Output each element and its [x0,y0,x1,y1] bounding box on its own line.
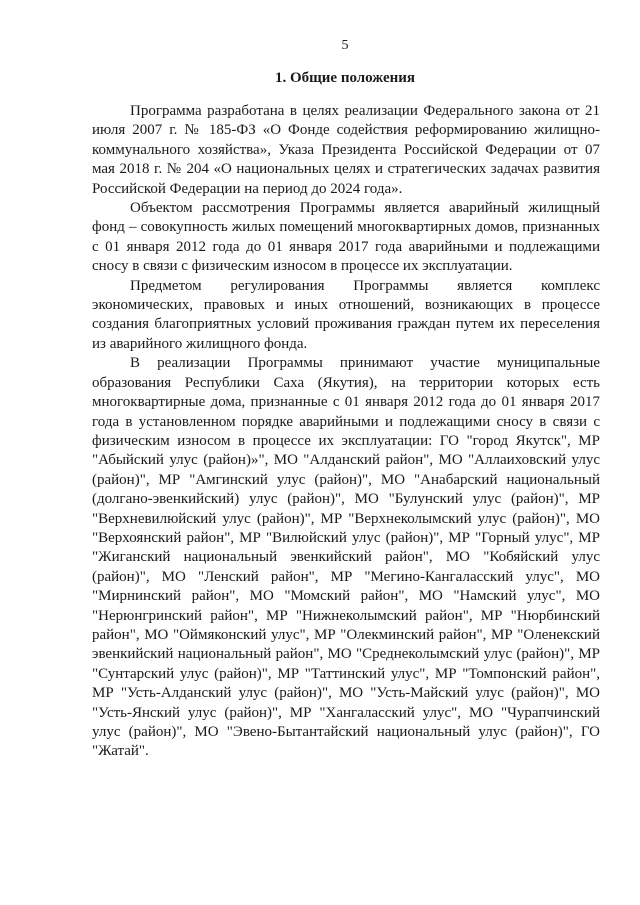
paragraph-purpose: Программа разработана в целях реализации Федерального закона от 21 июля 2007 г. № 185-ФЗ «О Фонде содействия реформированию жилищно-коммунального хозяйства», Указа Президента Российской Федерации от 07 мая 2018 г. № 204 «О национальных целях и стратегических задачах развития Российской Федерации на период до 2024 года». [92,103,600,197]
paragraph-subject: Предметом регулирования Программы является комплекс экономических, правовых и иных отношений, возникающих в процессе создания благоприятных условий проживания граждан путем их переселения из аварийного жилищного фонда. [92,277,600,352]
paragraph-object: Объектом рассмотрения Программы является аварийный жилищный фонд – совокупность жилых помещений многоквартирных домов, признанных с 01 января 2012 года до 01 января 2017 года аварийными и подлежащими сносу в связи с физическим износом в процессе их эксплуатации. [92,200,600,275]
section-title: 1. Общие положения [274,70,416,86]
body-text [92,102,600,762]
paragraph-participants: В реализации Программы принимают участие муниципальные образования Республики Саха (Якутия), на территории которых есть многоквартирные дома, признанные с 01 января 2012 года до 01 января 2017 года в установленном порядке аварийными и подлежащими сносу в связи с физическим износом в процессе их эксплуатации: ГО "город Якутск", МР "Абыйский улус (район)»", МО "Алданский район", МО "Аллаиховский улус (район)", МР "Амгинский улус (район)", МО "Анабарский национальный (долгано-эвенкийский) улус (район)", МО "Булунский улус (район)", МР "Верхневилюйский улус (район)", МР "Верхнеколымский улус (район)", МО "Верхоянский район", МР "Вилюйский улус (район)", МР "Горный улус", МР "Жиганский национальный эвенкийский район", МО "Кобяйский улус (район)", МО "Ленский район", МР "Мегино-Кангаласский улус", МО "Мирнинский район", МО "Момский район", МО "Намский улус", МО "Нерюнгринский район", МР "Нижнеколымский район", МР "Нюрбинский район", МО "Оймяконский улус", МР "Олекминский район", МР "Оленекский эвенкийский национальный район", МО "Среднеколымский улус (район)", МР "Сунтарский улус (район)", МР "Таттинский улус", МР "Томпонский район", МР "Усть-Алданский улус (район)", МО "Усть-Майский улус (район)", МО "Усть-Янский улус (район)", МР "Хангаласский улус", МО "Чурапчинский улус (район)", МО "Эвено-Бытантайский национальный улус (район)", ГО "Жатай". [92,355,600,760]
page-number: 5 [341,38,349,53]
